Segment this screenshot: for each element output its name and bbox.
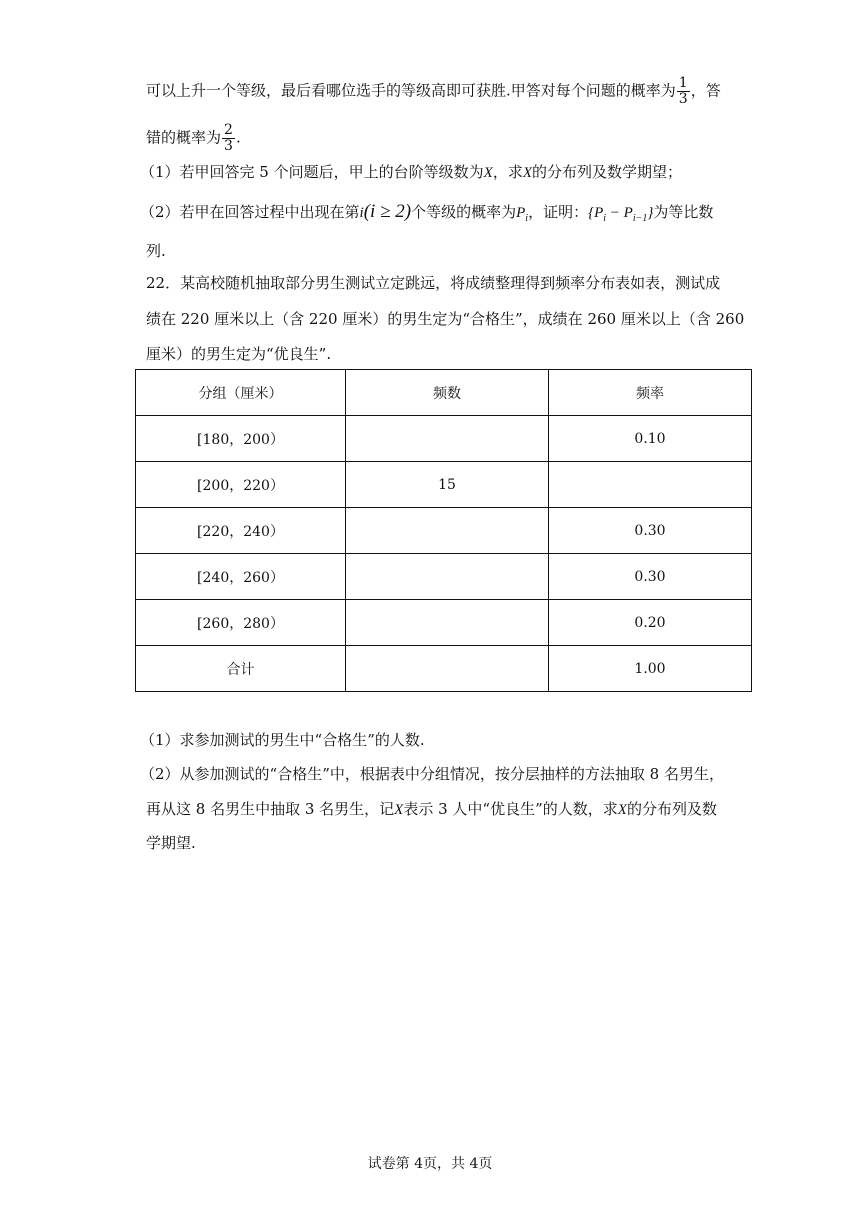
table-header: 频率 [549, 370, 752, 416]
fraction-one-third: $\frac{1}{3}$ [678, 75, 688, 107]
table-row [136, 462, 752, 508]
text: . [235, 128, 241, 147]
table-cell: 1.00 [549, 646, 752, 692]
table-cell [346, 416, 549, 462]
sequence-expression: $\{P_i - P_{i-1}\}$ [588, 205, 654, 224]
table-cell: [200，220） [136, 462, 346, 508]
fraction-two-thirds: $\frac{2}{3}$ [224, 122, 233, 154]
sub-question-2-line-3: 学期望. [146, 834, 196, 852]
variable-x: X [394, 802, 404, 818]
condition: (i ≥ 2) [363, 201, 412, 222]
table-cell: 0.30 [549, 554, 752, 600]
text: ，答 [690, 81, 721, 100]
text: 可以上升一个等级，最后看哪位选手的等级高即可获胜.甲答对每个问题的概率为 [146, 81, 676, 100]
variable-x: X [617, 802, 627, 818]
variable-p: P [516, 205, 526, 221]
table-cell [346, 646, 549, 692]
table-row [136, 554, 752, 600]
table-cell [346, 554, 549, 600]
table-row [136, 646, 752, 692]
question-2: （2）若甲在回答过程中出现在第i(i ≥ 2)个等级的概率为$P_i$，证明：$\{P_i - P_{i-1}\}$为等比数 [140, 201, 714, 224]
table-cell: 0.20 [549, 600, 752, 646]
table-header: 分组（厘米） [136, 370, 346, 416]
text: 错的概率为 [146, 128, 222, 147]
variable-x: X [522, 165, 532, 181]
table-cell: [220，240） [136, 508, 346, 554]
question-1: （1）若甲回答完 5 个问题后，甲上的台阶等级数为X，求X的分布列及数学期望； [140, 163, 683, 181]
table-cell: [180，200） [136, 416, 346, 462]
table-row [136, 508, 752, 554]
variable-x: X [483, 165, 493, 181]
variable-i: i [359, 205, 364, 221]
table-cell: 15 [346, 462, 549, 508]
frequency-table [135, 369, 752, 692]
table-cell: 0.10 [549, 416, 752, 462]
problem-22-line-1: 22．某高校随机抽取部分男生测试立定跳远，将成绩整理得到频率分布表如表，测试成 [146, 274, 721, 292]
text-line-2 [146, 123, 241, 154]
question-2-cont: 列. [146, 242, 166, 260]
table-header-row [136, 370, 752, 416]
table-cell [346, 508, 549, 554]
page-footer: 试卷第 4页，共 4页 [367, 1156, 493, 1172]
table-cell: [240，260） [136, 554, 346, 600]
table-cell: [260，280） [136, 600, 346, 646]
problem-22-line-2: 绩在 220 厘米以上（含 220 厘米）的男生定为“合格生”，成绩在 260 厘米以上（含 260 [146, 310, 745, 328]
problem-22-line-3: 厘米）的男生定为“优良生”. [146, 345, 332, 363]
table-cell [346, 600, 549, 646]
sub-question-2-line-2: 再从这 8 名男生中抽取 3 名男生，记X表示 3 人中“优良生”的人数，求X的分布列及数 [146, 800, 717, 818]
table-row [136, 416, 752, 462]
sub-question-2-line-1: （2）从参加测试的“合格生”中，根据表中分组情况，按分层抽样的方法抽取 8 名男生， [140, 765, 724, 783]
sub-question-1: （1）求参加测试的男生中“合格生”的人数. [140, 731, 425, 749]
table-header: 频数 [346, 370, 549, 416]
text-line-1 [146, 76, 721, 107]
table-cell [549, 462, 752, 508]
table-cell: 0.30 [549, 508, 752, 554]
table-cell: 合计 [136, 646, 346, 692]
table-row [136, 600, 752, 646]
